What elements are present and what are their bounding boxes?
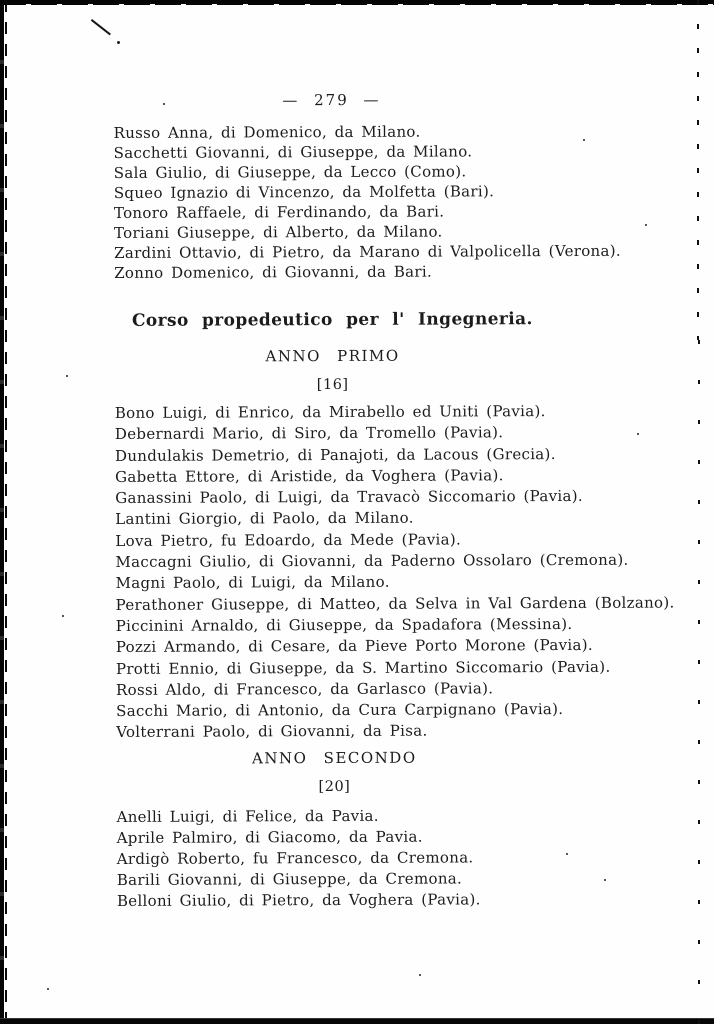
scan-edge-binding-dots [697, 0, 700, 1024]
scan-speck [637, 433, 639, 435]
list-item: Sacchetti Giovanni, di Giuseppe, da Milano. [113, 142, 473, 162]
scan-edge-left [0, 0, 8, 1024]
scan-edge-bottom [0, 1018, 714, 1024]
list-item: Toriani Giuseppe, di Alberto, da Milano. [113, 222, 443, 242]
scan-speck [566, 853, 568, 855]
anno-secondo-count: [20] [318, 778, 351, 796]
list-item: Rossi Aldo, di Francesco, da Garlasco (Pavia). [115, 679, 494, 699]
list-item: Squeo Ignazio di Vincenzo, da Molfetta (Bari). [113, 182, 495, 202]
list-item: Magni Paolo, di Luigi, da Milano. [115, 573, 390, 593]
list-item: Zonno Domenico, di Giovanni, da Bari. [114, 262, 433, 282]
list-item: Belloni Giulio, di Pietro, da Voghera (Pavia). [116, 890, 481, 910]
anno-secondo-heading: ANNO SECONDO [251, 748, 417, 768]
list-item: Maccagni Giulio, di Giovanni, da Paderno Ossolaro (Cremona). [115, 550, 629, 572]
list-item: Barili Giovanni, di Giuseppe, da Cremona. [116, 869, 463, 889]
list-item: Sala Giulio, di Giuseppe, da Lecco (Como). [113, 162, 467, 182]
anno-primo-count: [16] [316, 376, 349, 394]
scan-speck [583, 139, 585, 141]
page-number: — 279 — [282, 90, 381, 110]
scan-speck [66, 375, 68, 377]
section-title: Corso propedeutico per l' Ingegneria. [131, 309, 533, 331]
list-item: Perathoner Giuseppe, di Matteo, da Selva in Val Gardena (Bolzano). [115, 593, 675, 614]
list-item: Lantini Giorgio, di Paolo, da Milano. [115, 509, 414, 529]
list-item: Volterrani Paolo, di Giovanni, da Pisa. [116, 722, 428, 742]
scan-speck [419, 974, 421, 976]
list-item: Pozzi Armando, di Cesare, da Pieve Porto Morone (Pavia). [115, 636, 593, 657]
list-item: Ganassini Paolo, di Luigi, da Travacò Siccomario (Pavia). [115, 487, 583, 508]
scan-speck [645, 224, 647, 226]
alphabetical-student-list [113, 121, 622, 283]
list-item: Sacchi Mario, di Antonio, da Cura Carpignano (Pavia). [116, 700, 564, 721]
scan-edge-top [0, 0, 714, 5]
pen-slash-mark [91, 19, 111, 35]
list-item: Gabetta Ettore, di Aristide, da Voghera (Pavia). [115, 466, 504, 486]
list-item: Russo Anna, di Domenico, da Milano. [113, 122, 421, 142]
list-item: Dundulakis Demetrio, di Panajoti, da Lacous (Grecia). [114, 444, 556, 465]
list-item: Lova Pietro, fu Edoardo, da Mede (Pavia). [115, 530, 462, 550]
list-item: Zardini Ottavio, di Pietro, da Marano di Valpolicella (Verona). [114, 241, 622, 262]
scan-speck [604, 879, 606, 881]
scan-speck [62, 615, 64, 617]
list-item: Piccinini Arnaldo, di Giuseppe, da Spadafora (Messina). [115, 614, 573, 635]
list-item: Tonoro Raffaele, di Ferdinando, da Bari. [113, 202, 445, 222]
scan-speck [117, 41, 120, 44]
scan-speck [47, 988, 49, 990]
list-item: Protti Ennio, di Giuseppe, da S. Martino Siccomario (Pavia). [115, 657, 611, 678]
list-item: Anelli Luigi, di Felice, da Pavia. [116, 806, 379, 826]
list-item: Aprile Palmiro, di Giacomo, da Pavia. [116, 827, 423, 847]
list-item: Ardigò Roberto, fu Francesco, da Cremona. [116, 848, 474, 868]
anno-primo-student-list [114, 401, 675, 744]
anno-secondo-student-list [117, 805, 566, 912]
anno-primo-heading: ANNO PRIMO [265, 346, 400, 366]
list-item: Debernardi Mario, di Siro, da Tromello (Pavia). [114, 423, 504, 444]
list-item: Bono Luigi, di Enrico, da Mirabello ed Uniti (Pavia). [114, 402, 546, 422]
